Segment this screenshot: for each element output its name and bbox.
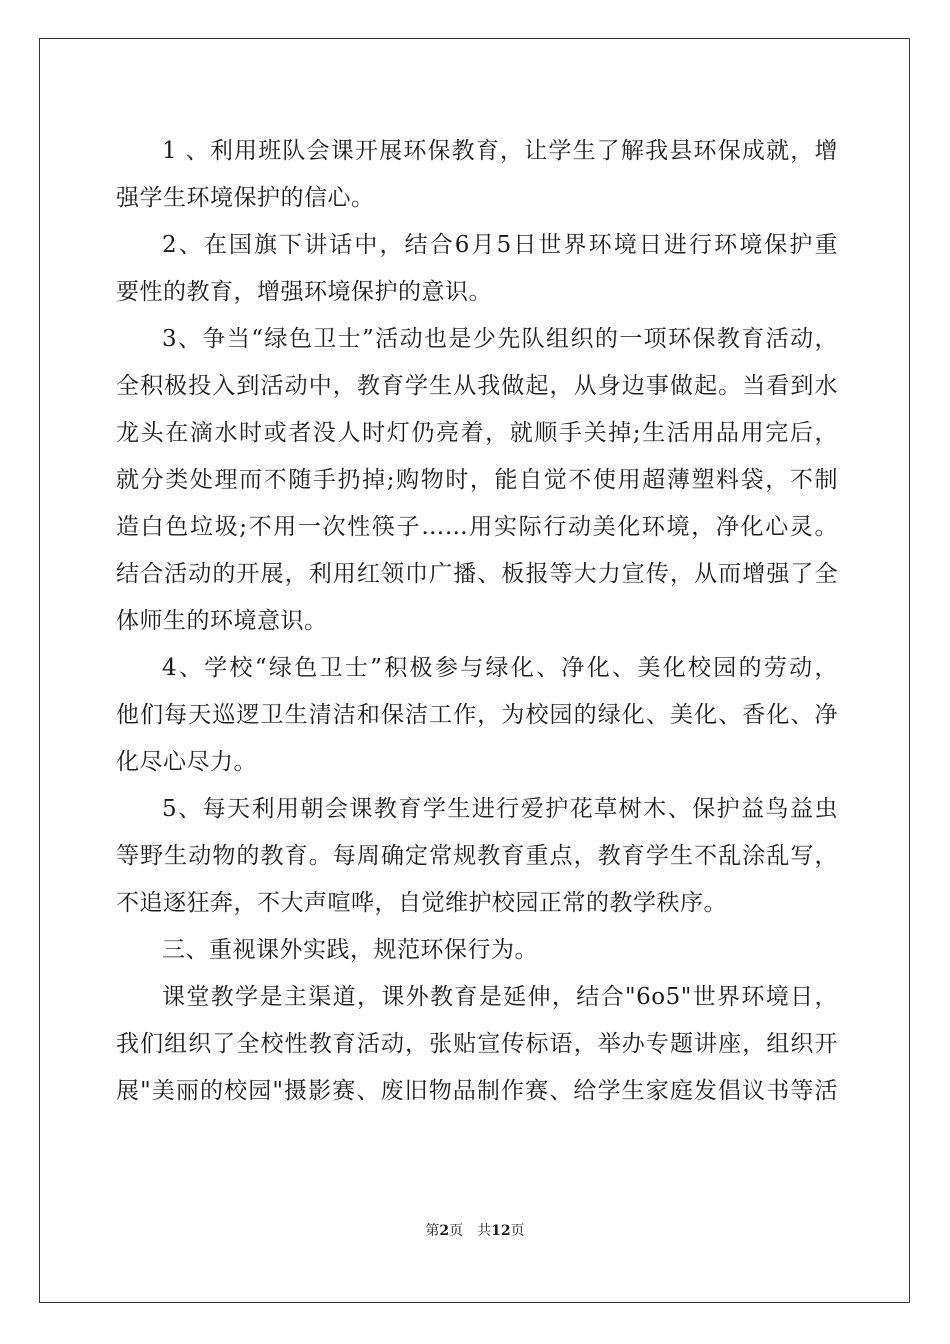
text-line: 我们组织了全校性教育活动，张贴宣传标语，举办专题讲座，组织开 — [116, 1031, 838, 1057]
text-line: 他们每天巡逻卫生清洁和保洁工作，为校园的绿化、美化、香化、净 — [116, 702, 838, 728]
text-line: 化尽心尽力。 — [116, 749, 257, 775]
text-line: 龙头在滴水时或者没人时灯仍亮着，就顺手关掉;生活用品用完后， — [116, 420, 838, 446]
text-line: 展"美丽的校园"摄影赛、废旧物品制作赛、给学生家庭发倡议书等活 — [116, 1078, 838, 1104]
text-line: 要性的教育，增强环境保护的意识。 — [116, 279, 492, 305]
page-prefix: 第 — [425, 1223, 440, 1239]
text-line: 强学生环境保护的信心。 — [116, 185, 375, 211]
text-line: 3、争当“绿色卫士”活动也是少先队组织的一项环保教育活动， — [162, 326, 838, 352]
text-line: 不追逐狂奔，不大声喧哗，自觉维护校园正常的教学秩序。 — [116, 890, 727, 916]
document-body — [116, 131, 838, 1118]
text-line: 体师生的环境意识。 — [116, 608, 328, 634]
text-line: 课堂教学是主渠道，课外教育是延伸，结合"6o5"世界环境日， — [162, 984, 838, 1010]
text-line: 4、学校“绿色卫士”积极参与绿化、净化、美化校园的劳动， — [162, 655, 838, 681]
text-line: 2、在国旗下讲话中，结合6月5日世界环境日进行环境保护重 — [162, 232, 838, 258]
total-suffix: 页 — [510, 1223, 525, 1239]
total-prefix: 共 — [477, 1223, 492, 1239]
total-pages: 12 — [491, 1223, 511, 1239]
text-line: 就分类处理而不随手扔掉;购物时，能自觉不使用超薄塑料袋，不制 — [116, 467, 838, 493]
page-number: 2 — [439, 1223, 450, 1239]
section-heading: 三、重视课外实践，规范环保行为。 — [162, 937, 538, 963]
page-suffix: 页 — [449, 1223, 464, 1239]
text-line: 造白色垃圾;不用一次性筷子……用实际行动美化环境，净化心灵。 — [116, 514, 838, 540]
text-line: 结合活动的开展，利用红领巾广播、板报等大力宣传，从而增强了全 — [116, 561, 838, 587]
text-line: 等野生动物的教育。每周确定常规教育重点，教育学生不乱涂乱写， — [116, 843, 838, 869]
page-footer — [0, 1220, 950, 1240]
text-line: 全积极投入到活动中，教育学生从我做起，从身边事做起。当看到水 — [116, 373, 838, 399]
text-line: 1 、利用班队会课开展环保教育，让学生了解我县环保成就，增 — [162, 138, 838, 164]
text-line: 5、每天利用朝会课教育学生进行爱护花草树木、保护益鸟益虫 — [162, 796, 838, 822]
